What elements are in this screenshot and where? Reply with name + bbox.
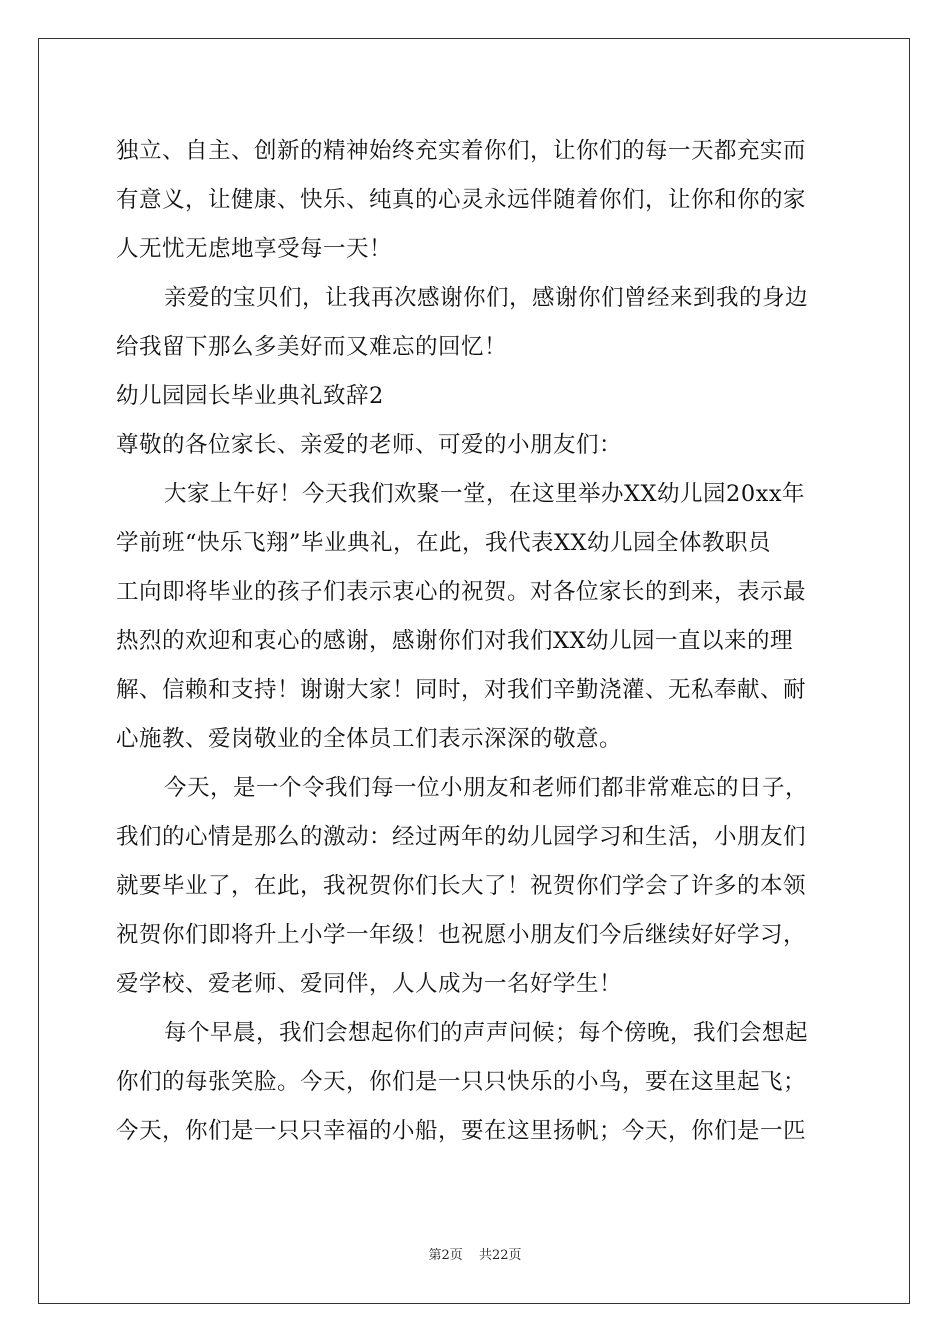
text-line: 心施教、爱岗敬业的全体员工们表示深深的敬意。 (116, 726, 623, 752)
text-line: 你们的每张笑脸。今天，你们是一只只快乐的小鸟，要在这里起飞； (116, 1069, 807, 1095)
text-line: 给我留下那么多美好而又难忘的回忆！ (116, 334, 508, 360)
paragraph-start-line: 每个早晨，我们会想起你们的声声问候；每个傍晚，我们会想起 (164, 1020, 809, 1046)
text-line: 学前班“快乐飞翔”毕业典礼，在此，我代表XX幼儿园全体教职员 (116, 530, 772, 556)
paragraph-start-line: 亲爱的宝贝们，让我再次感谢你们，感谢你们曾经来到我的身边 (164, 285, 809, 311)
text-line: 有意义，让健康、快乐、纯真的心灵永远伴随着你们，让你和你的家 (116, 187, 807, 213)
paragraph-start-line: 大家上午好！今天我们欢聚一堂，在这里举办XX幼儿园20xx年 (164, 481, 806, 507)
text-line: 独立、自主、创新的精神始终充实着你们，让你们的每一天都充实而 (116, 138, 807, 164)
page-footer (0, 1244, 950, 1263)
paragraph-start-line: 今天，是一个令我们每一位小朋友和老师们都非常难忘的日子， (164, 775, 809, 801)
text-line: 解、信赖和支持！谢谢大家！同时，对我们辛勤浇灌、无私奉献、耐 (116, 677, 807, 703)
page-number: 第2页 (428, 1248, 463, 1263)
text-line: 工向即将毕业的孩子们表示衷心的祝贺。对各位家长的到来，表示最 (116, 579, 807, 605)
text-line: 爱学校、爱老师、爱同伴，人人成为一名好学生！ (116, 971, 623, 997)
page-total: 共22页 (478, 1248, 522, 1263)
salutation-line: 尊敬的各位家长、亲爱的老师、可爱的小朋友们： (116, 432, 623, 458)
text-line: 人无忧无虑地享受每一天！ (116, 236, 393, 262)
text-line: 我们的心情是那么的激动：经过两年的幼儿园学习和生活，小朋友们 (116, 824, 807, 850)
text-line: 就要毕业了，在此，我祝贺你们长大了！祝贺你们学会了许多的本领 (116, 873, 807, 899)
document-body (116, 127, 836, 1156)
text-line: 祝贺你们即将升上小学一年级！也祝愿小朋友们今后继续好好学习， (116, 922, 807, 948)
section-heading: 幼儿园园长毕业典礼致辞2 (116, 383, 384, 409)
text-line: 今天，你们是一只只幸福的小船，要在这里扬帆；今天，你们是一匹 (116, 1118, 807, 1144)
text-line: 热烈的欢迎和衷心的感谢，感谢你们对我们XX幼儿园一直以来的理 (116, 628, 794, 654)
